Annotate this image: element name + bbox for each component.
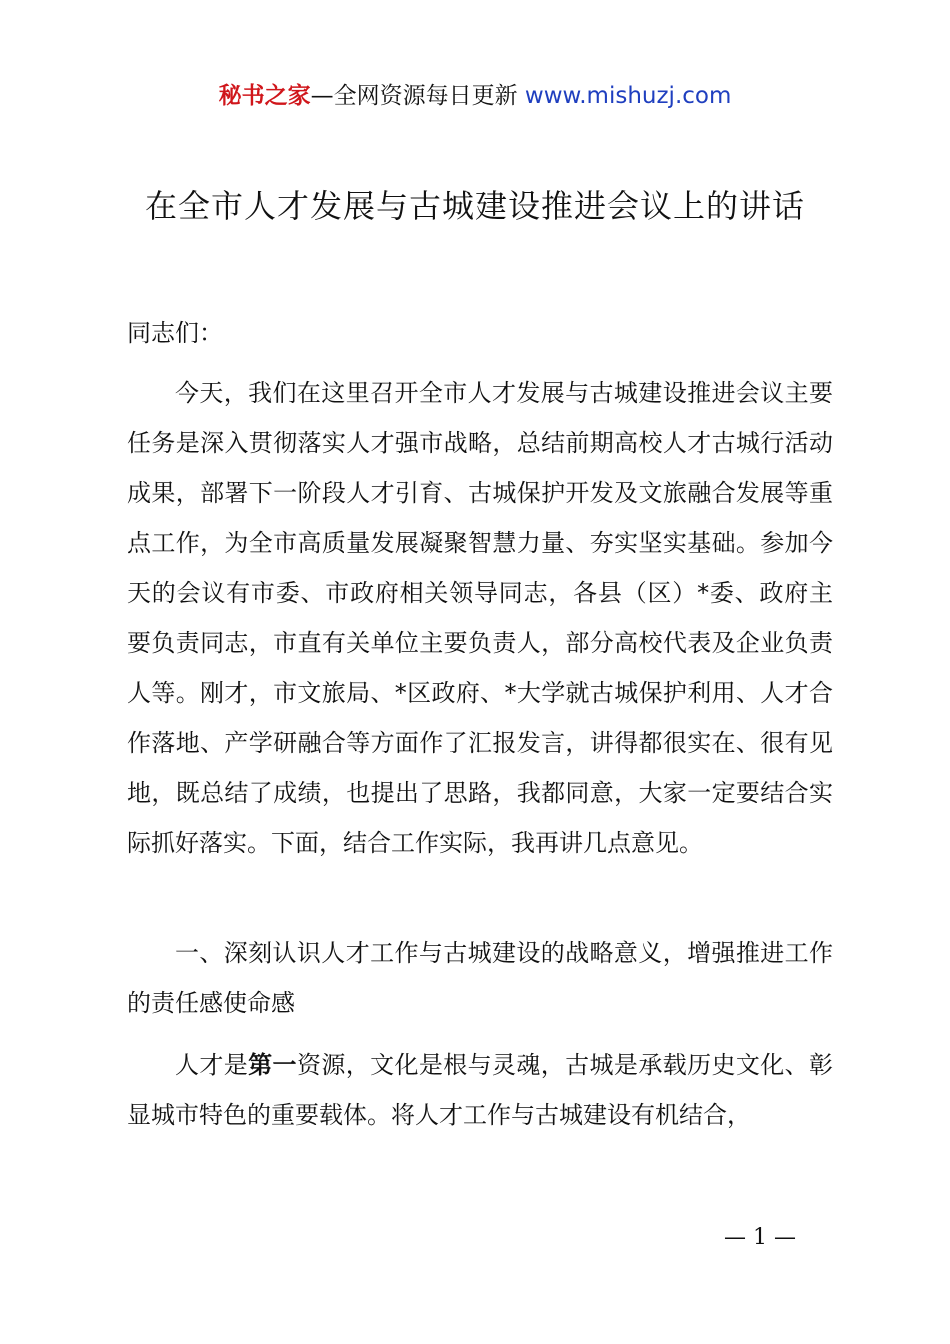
site-url-link[interactable]: www.mishuzj.com	[524, 83, 732, 109]
salutation: 同志们：	[127, 319, 223, 347]
paragraph-second-rest: 资源，文化是根与灵魂，古城是承载历史文化、彰显城市特色的重要载体。将人才工作与古城建设有机结合，	[127, 1051, 834, 1129]
paragraph-second-bold: 第一	[248, 1051, 297, 1079]
section-heading-1-text: 一、深刻认识人才工作与古城建设的战略意义，增强推进工作的责任感使命感	[127, 939, 833, 1017]
paragraph-second-start: 人才是	[175, 1051, 249, 1079]
page-number: — 1 —	[724, 1225, 796, 1250]
paragraph-intro	[127, 368, 833, 868]
paragraph-intro-text: 今天，我们在这里召开全市人才发展与古城建设推进会议主要任务是深入贯彻落实人才强市战略，总结前期高校人才古城行活动成果，部署下一阶段人才引育、古城保护开发及文旅融合发展等重点工作，为全市高质量发展凝聚智慧力量、夯实坚实基础。参加今天的会议有市委、市政府相关领导同志，各县（区）*委、政府主要负责同志，市直有关单位主要负责人，部分高校代表及企业负责人等。刚才，市文旅局、*区政府、*大学就古城保护利用、人才合作落地、产学研融合等方面作了汇报发言，讲得都很实在、很有见地，既总结了成绩，也提出了思路，我都同意，大家一定要结合实际抓好落实。下面，结合工作实际，我再讲几点意见。	[127, 379, 833, 857]
site-brand: 秘书之家	[218, 83, 311, 109]
site-header	[0, 80, 950, 112]
site-slogan: —全网资源每日更新	[310, 83, 525, 109]
document-title: 在全市人才发展与古城建设推进会议上的讲话	[144, 187, 805, 225]
paragraph-second	[127, 1040, 833, 1140]
section-heading-1	[127, 928, 833, 1028]
paragraph-second-text	[127, 1040, 833, 1140]
